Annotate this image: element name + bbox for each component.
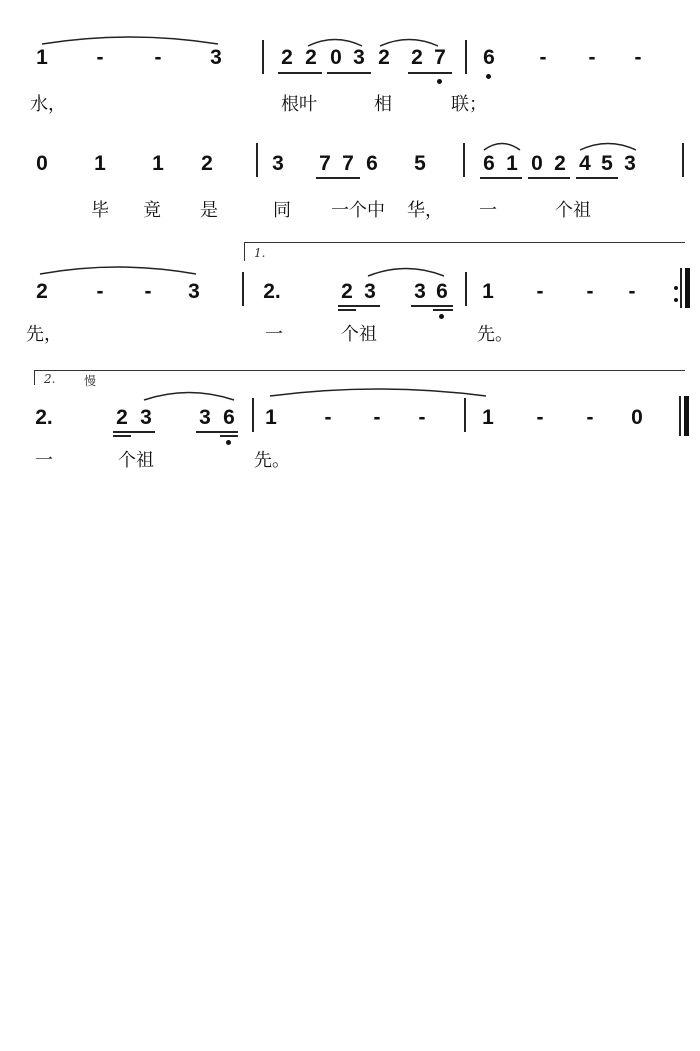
note: 2. [35,406,53,429]
lyric: 先。 [254,450,290,471]
note: - [96,280,104,303]
beam-line [278,72,322,74]
lyric: 一 [35,450,53,471]
volta-bracket-2 [34,370,685,385]
tie-arc [268,384,488,398]
note: 2 [281,46,293,69]
note: 1 [482,406,494,429]
note: 3 [414,280,426,303]
beam-line [408,72,452,74]
final-barline [684,396,689,436]
beam-line [327,72,371,74]
barline [465,272,467,306]
note: 4 [579,152,591,175]
lyric: 华， [407,200,443,221]
note: - [418,406,426,429]
note: 6 [366,152,378,175]
note: 0 [531,152,543,175]
note: 3 [353,46,365,69]
low-octave-dot [226,440,231,445]
note: 3 [199,406,211,429]
note: 2 [305,46,317,69]
note: - [536,406,544,429]
note: - [536,280,544,303]
slur-arc [306,36,364,48]
slur-arc [366,264,446,278]
note: 1 [506,152,518,175]
beam-line [338,305,380,307]
beam-line [338,309,356,311]
note: 3 [140,406,152,429]
note: - [373,406,381,429]
barline [242,272,244,306]
lyric: 是 [200,200,218,221]
note: - [324,406,332,429]
note: 2 [201,152,213,175]
note: 1 [152,152,164,175]
lyric: 一 [265,324,283,345]
volta-bracket-1 [244,242,685,261]
volta-label: 2. [44,372,56,386]
barline [680,268,682,308]
beam-line [316,177,360,179]
note: 3 [624,152,636,175]
volta-label: 1. [254,246,266,260]
barline [679,396,681,436]
tie-arc [40,32,220,46]
beam-line [220,435,238,437]
note: 3 [272,152,284,175]
slur-arc [482,140,522,152]
lyric: 个祖 [555,200,591,221]
lyric: 水， [30,94,66,115]
note: - [588,46,596,69]
note: 1 [94,152,106,175]
beam-line [411,305,453,307]
note: 1 [265,406,277,429]
lyric: 先， [26,324,62,345]
lyric: 一 [479,200,497,221]
lyric: 联； [451,94,487,115]
note: 2 [378,46,390,69]
note: 2 [116,406,128,429]
tempo-marking: 慢 [84,374,97,388]
lyric: 个祖 [118,450,154,471]
note: - [634,46,642,69]
note: - [628,280,636,303]
note: 7 [319,152,331,175]
barline [464,398,466,432]
beam-line [113,435,131,437]
barline [465,40,467,74]
note: 5 [414,152,426,175]
lyric: 个祖 [341,324,377,345]
slur-arc [142,388,236,402]
note: - [154,46,162,69]
note: 3 [188,280,200,303]
note: 0 [36,152,48,175]
repeat-end-barline [685,268,690,308]
tie-arc [38,262,198,276]
note: 6 [483,152,495,175]
note: 3 [210,46,222,69]
lyric: 竟 [143,200,161,221]
lyric: 根叶 [281,94,317,115]
lyric: 先。 [477,324,513,345]
note: 2 [411,46,423,69]
note: - [539,46,547,69]
note: 2 [36,280,48,303]
beam-line [480,177,522,179]
beam-line [196,431,238,433]
note: - [586,280,594,303]
note: 6 [436,280,448,303]
note: 6 [483,46,495,69]
slur-arc [378,36,440,48]
barline [682,143,684,177]
low-octave-dot [486,74,491,79]
low-octave-dot [437,79,442,84]
barline [256,143,258,177]
slur-arc [578,140,638,152]
lyric: 同 [273,200,291,221]
low-octave-dot [439,314,444,319]
barline [262,40,264,74]
barline [252,398,254,432]
note: 7 [342,152,354,175]
lyric: 相 [374,94,392,115]
lyric: 毕 [91,200,109,221]
note: 2. [263,280,281,303]
beam-line [113,431,155,433]
beam-line [576,177,618,179]
note: 6 [223,406,235,429]
note: - [586,406,594,429]
barline [463,143,465,177]
note: 2 [341,280,353,303]
beam-line [528,177,570,179]
note: - [144,280,152,303]
note: - [96,46,104,69]
note: 2 [554,152,566,175]
note: 1 [482,280,494,303]
note: 0 [631,406,643,429]
note: 5 [601,152,613,175]
note: 0 [330,46,342,69]
lyric: 一个中 [331,200,385,221]
beam-line [433,309,453,311]
note: 3 [364,280,376,303]
note: 1 [36,46,48,69]
note: 7 [434,46,446,69]
